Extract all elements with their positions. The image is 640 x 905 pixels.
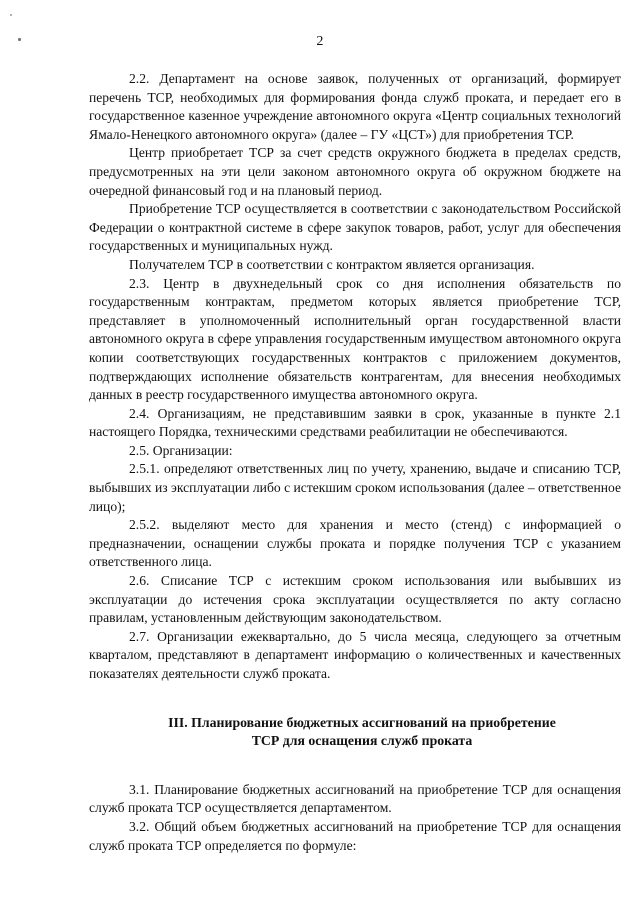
section-heading-line-1: III. Планирование бюджетных ассигнований на приобретение [168,714,556,730]
paragraph-2-5-1: 2.5.1. определяют ответственных лиц по учету, хранению, выдаче и списанию ТСР, выбывших из эксплуатации либо с истекшим сроком использования (далее – ответственное лицо); [89,461,621,514]
document-body [89,70,621,855]
section-heading [89,714,621,751]
scan-speck [10,14,12,16]
paragraph-2-4: 2.4. Организациям, не представившим заявки в срок, указанные в пункте 2.1 настоящего Порядка, техническими средствами реабилитации не обеспечиваются. [89,405,621,440]
paragraph-2-7: 2.7. Организации ежеквартально, до 5 числа месяца, следующего за отчетным кварталом, представляют в департамент информацию о количественных и качественных показателях деятельности служб проката. [89,628,621,681]
page-number: 2 [316,34,324,49]
paragraph-recipient: Получателем ТСР в соответствии с контрактом является организация. [129,256,535,272]
paragraph-3-2: 3.2. Общий объем бюджетных ассигнований на приобретение ТСР для оснащения служб проката ТСР определяется по формуле: [89,818,621,853]
paragraph-2-5-2: 2.5.2. выделяют место для хранения и место (стенд) с информацией о предназначении, оснащении службы проката и порядке получения ТСР с указанием ответственного лица. [89,517,621,570]
paragraph-2-5: 2.5. Организации: [129,442,233,458]
paragraph-2-6: 2.6. Списание ТСР с истекшим сроком использования или выбывших из эксплуатации до истечения срока эксплуатации осуществляется по акту согласно правилам, установленным действующим законодательством. [89,573,621,626]
paragraph-2-3: 2.3. Центр в двухнедельный срок со дня исполнения обязательств по государственным контрактам, предметом которых является приобретение ТСР, представляет в уполномоченный исполнительный орган государственной власти автономного округа в сфере управления государственным имуществом автономного округа копии соответствующих государственных контрактов с приложением документов, подтверждающих исполнение обязательств контрагентам, для внесения необходимых данных в реестр государственного имущества автономного округа. [89,275,621,403]
paragraph-3-1: 3.1. Планирование бюджетных ассигнований на приобретение ТСР для оснащения служб проката ТСР осуществляется департаментом. [89,781,621,816]
paragraph-procurement-law: Приобретение ТСР осуществляется в соответствии с законодательством Российской Федерации о контрактной системе в сфере закупок товаров, работ, услуг для обеспечения государственных и муниципальных нужд. [89,201,621,254]
section-heading-line-2: ТСР для оснащения служб проката [251,733,473,749]
paragraph-2-2: 2.2. Департамент на основе заявок, полученных от организаций, формирует перечень ТСР, необходимых для формирования фонда служб проката, и передает его в государственное казенное учреждение автономного округа «Центр социальных технологий Ямало-Ненецкого автономного округа» (далее – ГУ «ЦСТ») для приобретения ТСР. [89,71,621,142]
paragraph-center-funding: Центр приобретает ТСР за счет средств окружного бюджета в пределах средств, предусмотренных на эти цели законом автономного округа об окружном бюджете на очередной финансовый год и на плановый период. [89,145,621,198]
